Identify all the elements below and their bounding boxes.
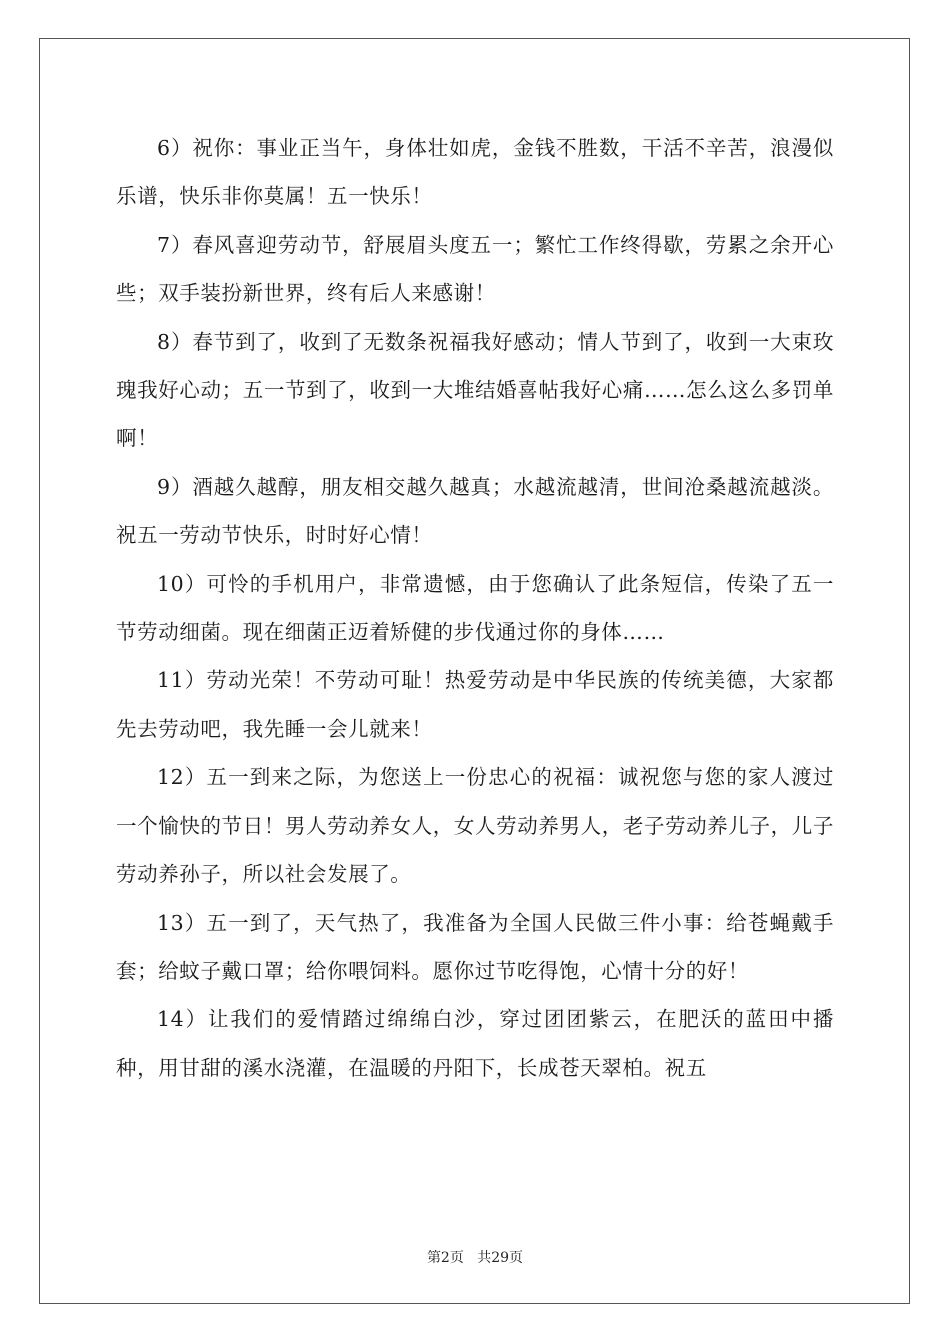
paragraph-14: 14）让我们的爱情踏过绵绵白沙，穿过团团紫云，在肥沃的蓝田中播种，用甘甜的溪水浇灌，在温暖的丹阳下，长成苍天翠柏。祝五	[116, 1007, 834, 1080]
paragraph-6: 6）祝你：事业正当午，身体壮如虎，金钱不胜数，干活不辛苦，浪漫似乐谱，快乐非你莫属！五一快乐！	[116, 136, 834, 209]
paragraph-11: 11）劳动光荣！不劳动可耻！热爱劳动是中华民族的传统美德，大家都先去劳动吧，我先睡一会儿就来！	[116, 668, 834, 741]
page-footer	[0, 1247, 950, 1267]
paragraph-8: 8）春节到了，收到了无数条祝福我好感动；情人节到了，收到一大束玫瑰我好心动；五一节到了，收到一大堆结婚喜帖我好心痛……怎么这么多罚单啊！	[116, 329, 834, 451]
paragraph-9: 9）酒越久越醇，朋友相交越久越真；水越流越清，世间沧桑越流越淡。祝五一劳动节快乐，时时好心情！	[116, 474, 834, 548]
document-body	[116, 124, 834, 1092]
page-number: 第2页	[426, 1250, 464, 1266]
paragraph-7: 7）春风喜迎劳动节，舒展眉头度五一；繁忙工作终得歇，劳累之余开心些；双手装扮新世界，终有后人来感谢！	[116, 232, 834, 306]
paragraph-10: 10）可怜的手机用户，非常遗憾，由于您确认了此条短信，传染了五一节劳动细菌。现在细菌正迈着矫健的步伐通过你的身体……	[116, 571, 834, 645]
paragraph-12: 12）五一到来之际，为您送上一份忠心的祝福：诚祝您与您的家人渡过一个愉快的节日！男人劳动养女人，女人劳动养男人，老子劳动养儿子，儿子劳动养孙子，所以社会发展了。	[116, 765, 834, 887]
paragraph-13: 13）五一到了，天气热了，我准备为全国人民做三件小事：给苍蝇戴手套；给蚊子戴口罩；给你喂饲料。愿你过节吃得饱，心情十分的好！	[116, 910, 834, 983]
page-total: 共29页	[477, 1250, 524, 1266]
